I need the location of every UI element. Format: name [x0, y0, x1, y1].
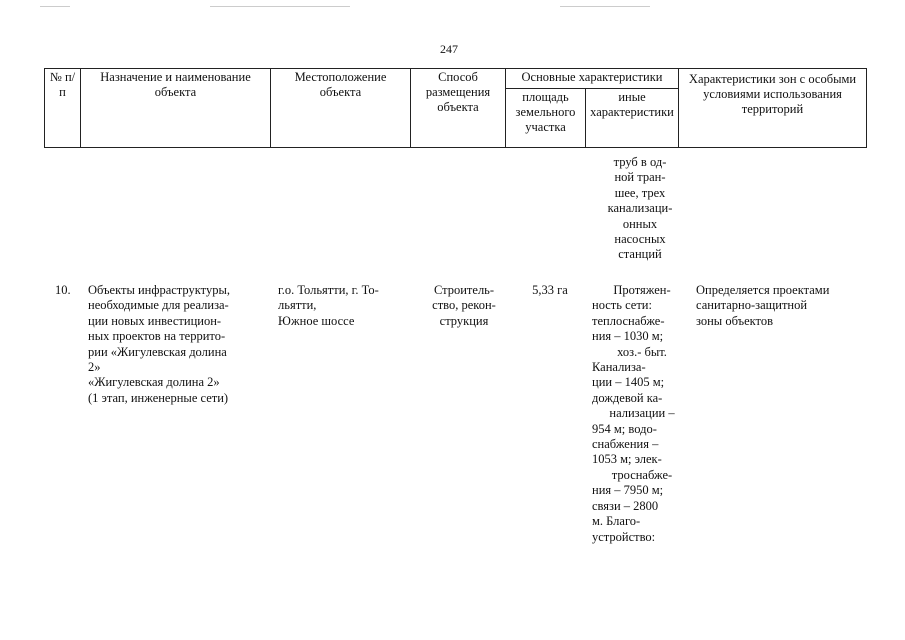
- text-line: 1053 м; элек-: [592, 452, 662, 467]
- text-line: устройство:: [592, 529, 656, 544]
- row-other-characteristics: [592, 283, 692, 545]
- scan-artifact: [210, 6, 350, 7]
- header-area: площадь земельного участка: [506, 89, 586, 148]
- header-num: № п/п: [45, 69, 81, 148]
- text-line: дождевой ка-: [592, 390, 663, 405]
- text-line: (1 этап, инженерные сети): [88, 390, 229, 405]
- text-line: Южное шоссе: [278, 313, 355, 328]
- header-zone: Характеристики зон с особыми условиями использования территорий: [679, 69, 867, 148]
- row-area: 5,33 га: [532, 283, 568, 297]
- text-line: струкция: [439, 313, 489, 328]
- scan-artifact: [560, 6, 650, 7]
- text-line: теплоснабже-: [592, 313, 665, 328]
- header-main-characteristics: Основные характеристики: [506, 69, 679, 89]
- row-location: [278, 283, 413, 329]
- text-line: «Жигулевская долина 2»: [88, 375, 220, 390]
- header-other: иные характеристики: [586, 89, 679, 148]
- header-method: Способ размещения объекта: [411, 69, 506, 148]
- text-line: ство, рекон-: [432, 298, 496, 313]
- text-line: станций: [618, 247, 662, 262]
- text-line: ния – 1030 м;: [592, 329, 664, 344]
- text-line: ной тран-: [614, 170, 666, 185]
- text-line: зоны объектов: [696, 313, 773, 328]
- text-line: троснабже-: [611, 467, 673, 482]
- text-line: канализаци-: [607, 201, 673, 216]
- text-line: хоз.- быт.: [617, 344, 667, 359]
- row-method: [418, 283, 510, 329]
- scan-artifact: [40, 6, 70, 7]
- header-name: Назначение и наименование объекта: [81, 69, 271, 148]
- text-line: ных проектов на террито-: [88, 329, 226, 344]
- row-zone-characteristics: [696, 283, 866, 329]
- text-line: 2»: [88, 360, 101, 375]
- row-number: 10.: [55, 283, 71, 297]
- text-line: Объекты инфраструктуры,: [88, 283, 230, 297]
- text-line: труб в од-: [613, 155, 667, 169]
- text-line: насосных: [614, 232, 666, 247]
- text-line: ции – 1405 м;: [592, 375, 665, 390]
- text-line: связи – 2800: [592, 498, 659, 513]
- continuation-other: [592, 155, 688, 263]
- row-object-name: [88, 283, 270, 406]
- text-line: Определяется проектами: [696, 283, 830, 297]
- header-location: Местоположение объекта: [271, 69, 411, 148]
- text-line: санитарно-защитной: [696, 298, 808, 313]
- text-line: ции новых инвестицион-: [88, 313, 222, 328]
- text-line: Протяжен-: [613, 283, 671, 297]
- text-line: Канализа-: [592, 360, 646, 375]
- text-line: рии «Жигулевская долина: [88, 344, 227, 359]
- page-number: 247: [440, 42, 458, 56]
- text-line: 954 м; водо-: [592, 421, 657, 436]
- text-line: нализации –: [609, 406, 675, 421]
- text-line: снабжения –: [592, 437, 659, 452]
- text-line: г.о. Тольятти, г. То-: [278, 283, 379, 297]
- text-line: ность сети:: [592, 298, 652, 313]
- text-line: льятти,: [278, 298, 317, 313]
- text-line: Строитель-: [433, 283, 495, 297]
- text-line: онных: [622, 216, 658, 231]
- text-line: необходимые для реализа-: [88, 298, 229, 313]
- text-line: м. Благо-: [592, 514, 641, 529]
- text-line: шее, трех: [614, 185, 666, 200]
- table-header: [44, 68, 867, 148]
- text-line: ния – 7950 м;: [592, 483, 664, 498]
